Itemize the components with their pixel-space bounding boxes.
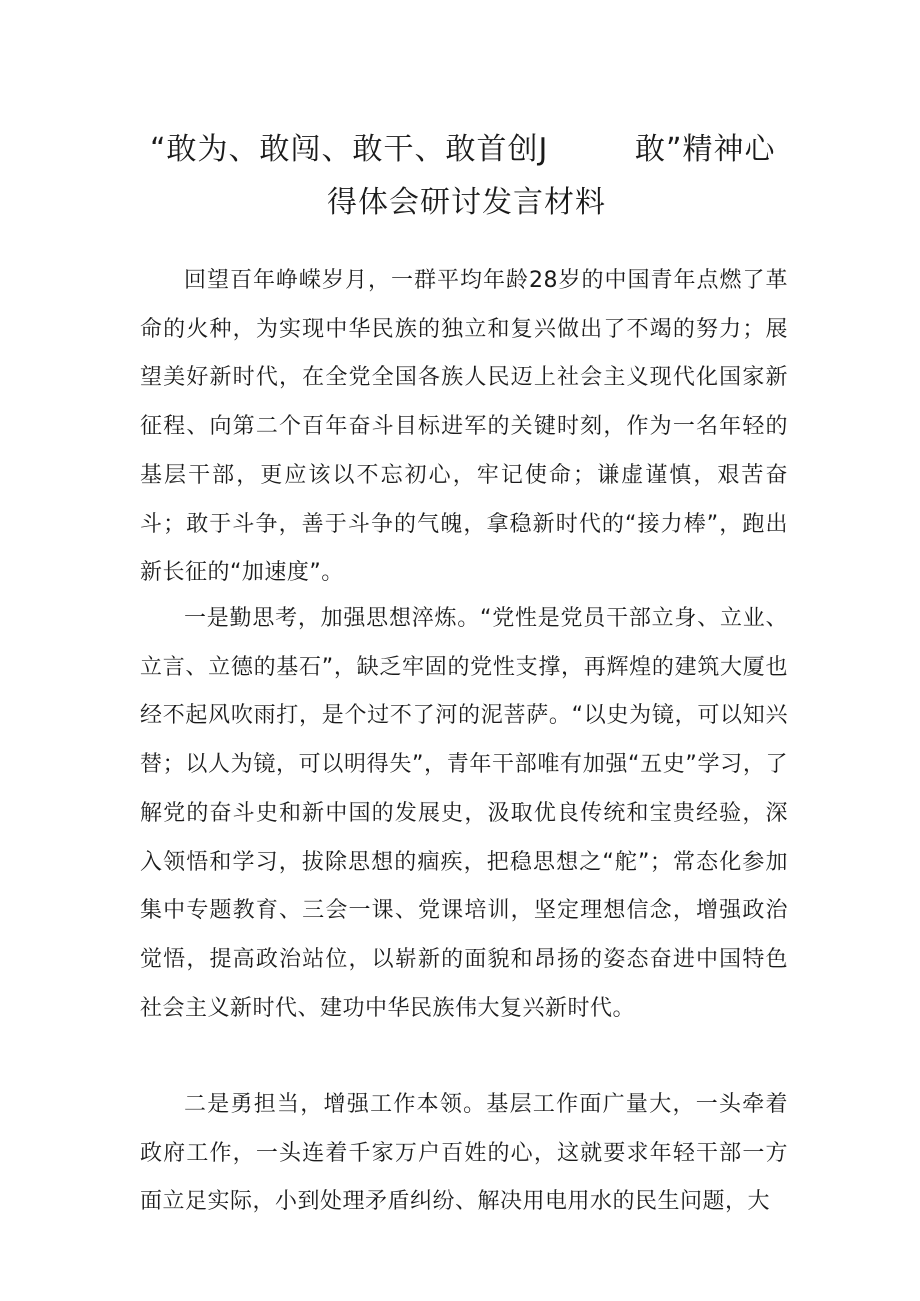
paragraph-3 [140,1081,788,1227]
paragraph-text: 一是勤思考，加强思想淬炼。“党性是党员干部立身、立业、立言、立德的基石”，缺乏牢固的党性支撑，再辉煌的建筑大厦也经不起风吹雨打，是个过不了河的泥菩萨。“以史为镜，可以知兴替；以人为镜，可以明得失”，青年干部唯有加强“五史”学习，了解党的奋斗史和新中国的发展史，汲取优良传统和宝贵经验，深入领悟和学习，拔除思想的痼疾，把稳思想之“舵”；常态化参加集中专题教育、三会一课、党课培训，坚定理想信念，增强政治觉悟，提高政治站位，以崭新的面貌和昂扬的姿态奋进中国特色社会主义新时代、建功中华民族伟大复兴新时代。 [140,606,788,1021]
title-line-2-text: 得体会研讨发言材料 [327,185,606,220]
paragraph-text: 二是勇担当，增强工作本领。基层工作面广量大，一头牵着政府工作，一头连着千家万户百姓的心，这就要求年轻干部一方面立足实际，小到处理矛盾纠纷、解决用电用水的民生问题，大 [140,1092,788,1215]
paragraph-text: 回望百年峥嵘岁月，一群平均年龄28岁的中国青年点燃了革命的火种，为实现中华民族的独立和复兴做出了不竭的努力；展望美好新时代，在全党全国各族人民迈上社会主义现代化国家新征程、向第二个百年奋斗目标进军的关键时刻，作为一名年轻的基层干部，更应该以不忘初心，牢记使命；谦虚谨慎，艰苦奋斗；敢于斗争，善于斗争的气魄，拿稳新时代的“接力棒”，跑出新长征的“加速度”。 [140,268,788,586]
title-segment-a: “敢为、敢闯、敢干、敢首创J [150,132,549,167]
paragraph-1 [140,257,788,598]
paragraph-2 [140,595,788,1033]
title-segment-b: 敢”精神心 [635,132,776,167]
